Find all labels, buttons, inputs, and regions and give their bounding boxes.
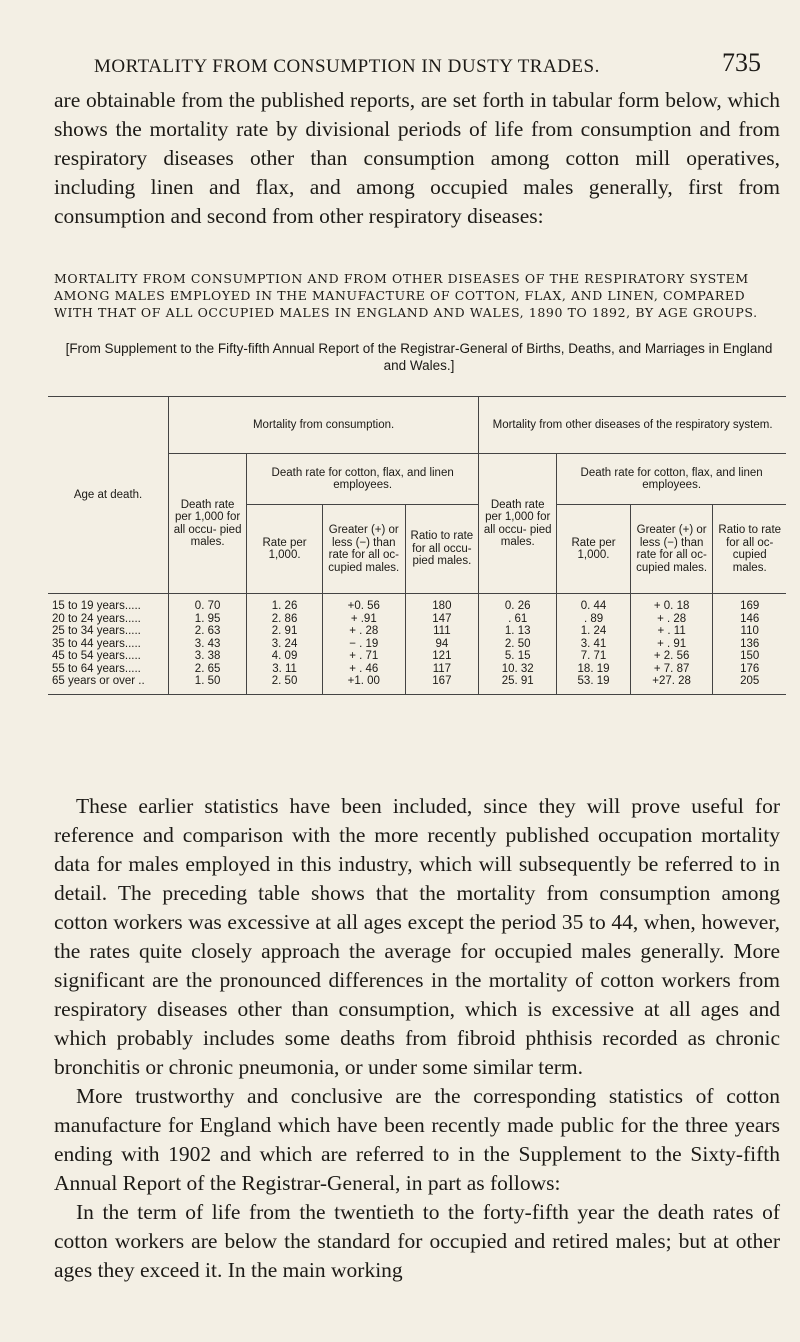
body-paragraphs: [54, 792, 780, 1285]
c-diff-cell: +1. 00: [322, 675, 405, 694]
table-row: [48, 638, 786, 651]
c-rate-cell: 2. 86: [247, 613, 323, 626]
r-ratio-cell: 176: [713, 663, 786, 676]
r-diff-cell: + 2. 56: [630, 650, 713, 663]
r-all-cell: 0. 26: [479, 594, 557, 613]
r-cotton-header: Death rate for cotton, flax, and linen employees.: [557, 454, 786, 505]
c-all-cell: 0. 70: [169, 594, 247, 613]
c-ratio-cell: 147: [405, 613, 479, 626]
running-head: MORTALITY FROM CONSUMPTION IN DUSTY TRADES.: [94, 56, 600, 77]
r-rate-cell: 7. 71: [557, 650, 631, 663]
c-rate-cell: 4. 09: [247, 650, 323, 663]
table-row: [48, 675, 786, 694]
c-rate-cell: 3. 11: [247, 663, 323, 676]
r-ratio-cell: 205: [713, 675, 786, 694]
r-diff-cell: + . 28: [630, 613, 713, 626]
age-cell: 55 to 64 years.....: [48, 663, 169, 676]
age-cell: 20 to 24 years.....: [48, 613, 169, 626]
r-ratio-cell: 146: [713, 613, 786, 626]
table-row: [48, 613, 786, 626]
c-rate-cell: 2. 50: [247, 675, 323, 694]
consumption-group-header: Mortality from consumption.: [169, 397, 479, 454]
r-ratio-header: Ratio to rate for all oc- cupied males.: [713, 505, 786, 594]
c-rate-header: Rate per 1,000.: [247, 505, 323, 594]
r-death-rate-all-header: Death rate per 1,000 for all occu- pied males.: [479, 454, 557, 594]
c-cotton-header: Death rate for cotton, flax, and linen employees.: [247, 454, 479, 505]
age-cell: 65 years or over ..: [48, 675, 169, 694]
c-ratio-cell: 111: [405, 625, 479, 638]
c-rate-cell: 1. 26: [247, 594, 323, 613]
table-caption: MORTALITY FROM CONSUMPTION AND FROM OTHER DISEASES OF THE RESPIRATORY SYSTEM AMONG MALES EMPLOYED IN THE MANUFACTURE OF COTTON, FLAX, AND LINEN, COMPARED WITH THAT OF ALL OCCUPIED MALES IN ENGLAND AND WALES, 1890 TO 1892, BY AGE GROUPS.: [54, 271, 758, 320]
c-ratio-cell: 94: [405, 638, 479, 651]
r-rate-cell: 53. 19: [557, 675, 631, 694]
r-diff-cell: + 7. 87: [630, 663, 713, 676]
table-row: [48, 663, 786, 676]
paragraph-earlier-statistics: These earlier statistics have been included, since they will prove useful for reference and comparison with the more recently published occupation mortality data for males employed in this industry, which will subsequently be referred to in detail. The preceding table shows that the mortality from consumption among cotton workers was excessive at all ages except the period 35 to 44, when, however, the rates quite closely approach the average for occupied males generally. More significant are the pronounced differences in the mortality of cotton workers from respiratory diseases other than consumption, which is excessive at all ages and which probably includes some deaths from fibroid phthisis recorded as chronic bronchitis or chronic pneumonia, or under some similar term.: [54, 794, 780, 1079]
r-rate-header: Rate per 1,000.: [557, 505, 631, 594]
r-all-cell: 25. 91: [479, 675, 557, 694]
r-rate-cell: 18. 19: [557, 663, 631, 676]
c-all-cell: 1. 95: [169, 613, 247, 626]
r-diff-cell: + 0. 18: [630, 594, 713, 613]
r-ratio-cell: 169: [713, 594, 786, 613]
c-all-cell: 1. 50: [169, 675, 247, 694]
table-row: [48, 594, 786, 613]
age-cell: 45 to 54 years.....: [48, 650, 169, 663]
paragraph-quotation: In the term of life from the twentieth to the forty-fifth year the death rates of cotton workers are below the standard for occupied and retired males; but at other ages they exceed it. In the main working: [54, 1200, 780, 1282]
c-ratio-cell: 180: [405, 594, 479, 613]
page-number: 735: [722, 48, 761, 77]
c-diff-cell: + .91: [322, 613, 405, 626]
r-rate-cell: . 89: [557, 613, 631, 626]
r-rate-cell: 3. 41: [557, 638, 631, 651]
r-ratio-cell: 110: [713, 625, 786, 638]
c-diff-cell: + . 71: [322, 650, 405, 663]
r-all-cell: 10. 32: [479, 663, 557, 676]
c-diff-cell: +0. 56: [322, 594, 405, 613]
intro-paragraph-block: [54, 86, 780, 231]
table-source: [From Supplement to the Fifty-fifth Annual Report of the Registrar-General of Births, Deaths, and Marriages in England and Wales.]: [65, 341, 773, 373]
c-rate-cell: 3. 24: [247, 638, 323, 651]
age-cell: 15 to 19 years.....: [48, 594, 169, 613]
respiratory-group-header: Mortality from other diseases of the respiratory system.: [479, 397, 786, 454]
r-all-cell: 1. 13: [479, 625, 557, 638]
c-ratio-cell: 167: [405, 675, 479, 694]
c-diff-header: Greater (+) or less (−) than rate for all oc- cupied males.: [322, 505, 405, 594]
age-header: Age at death.: [48, 397, 169, 594]
r-all-cell: 2. 50: [479, 638, 557, 651]
c-all-cell: 3. 38: [169, 650, 247, 663]
c-ratio-header: Ratio to rate for all occu- pied males.: [405, 505, 479, 594]
intro-paragraph: are obtainable from the published reports, are set forth in tabular form below, which shows the mortality rate by divisional periods of life from consumption and from respiratory diseases other than consumption among cotton mill operatives, including linen and flax, and among occupied males generally, first from consumption and second from other respiratory diseases:: [54, 88, 780, 228]
r-ratio-cell: 150: [713, 650, 786, 663]
r-all-cell: . 61: [479, 613, 557, 626]
c-all-cell: 2. 65: [169, 663, 247, 676]
r-all-cell: 5. 15: [479, 650, 557, 663]
c-death-rate-all-header: Death rate per 1,000 for all occu- pied males.: [169, 454, 247, 594]
age-cell: 35 to 44 years.....: [48, 638, 169, 651]
c-diff-cell: + . 28: [322, 625, 405, 638]
c-all-cell: 2. 63: [169, 625, 247, 638]
c-diff-cell: − . 19: [322, 638, 405, 651]
c-all-cell: 3. 43: [169, 638, 247, 651]
r-diff-cell: + . 11: [630, 625, 713, 638]
table-row: [48, 625, 786, 638]
r-rate-cell: 0. 44: [557, 594, 631, 613]
r-rate-cell: 1. 24: [557, 625, 631, 638]
mortality-table: [48, 396, 786, 695]
r-ratio-cell: 136: [713, 638, 786, 651]
r-diff-cell: + . 91: [630, 638, 713, 651]
c-ratio-cell: 121: [405, 650, 479, 663]
c-rate-cell: 2. 91: [247, 625, 323, 638]
c-ratio-cell: 117: [405, 663, 479, 676]
r-diff-cell: +27. 28: [630, 675, 713, 694]
r-diff-header: Greater (+) or less (−) than rate for all oc- cupied males.: [630, 505, 713, 594]
age-cell: 25 to 34 years.....: [48, 625, 169, 638]
paragraph-trustworthy: More trustworthy and conclusive are the corresponding statistics of cotton manufacture for England which have been recently made public for the three years ending with 1902 and which are referred to in the Supplement to the Sixty-fifth Annual Report of the Registrar-General, in part as follows:: [54, 1084, 780, 1195]
table-row: [48, 650, 786, 663]
c-diff-cell: + . 46: [322, 663, 405, 676]
